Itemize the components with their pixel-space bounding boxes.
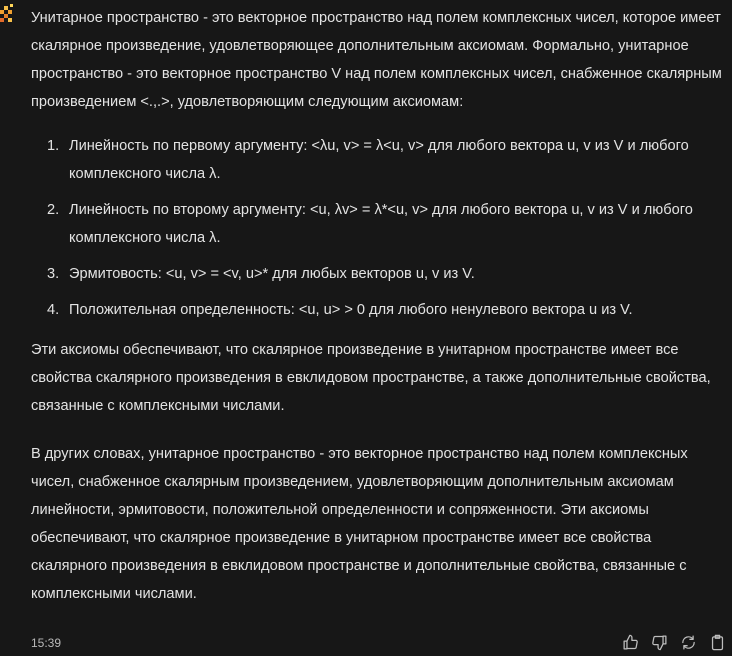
message-paragraph-2: Эти аксиомы обеспечивают, что скалярное произведение в унитарном пространстве имеет все свойства скалярного произведения в евклидовом пространстве, а также дополнительные свойства, связанные с комплексными числами. [31, 342, 711, 414]
message-timestamp: 15:39 [31, 636, 62, 650]
thumbs-up-icon [622, 634, 639, 651]
list-item-text: Линейность по первому аргументу: <λu, v> = λ<u, v> для любого вектора u, v из V и любого комплексного числа λ. [69, 138, 689, 182]
list-item [31, 260, 726, 288]
list-item [31, 196, 726, 252]
message-intro: Унитарное пространство - это векторное пространство над полем комплексных чисел, которое имеет скалярное произведение, удовлетворяющее дополнительным аксиомам. Формально, унитарное пространство - это векторное пространство V над полем комплексных чисел, снабженное скалярным произведением <.,.>, удовлетворяющим следующим аксиомам: [31, 10, 722, 110]
list-item-text: Эрмитовость: <u, v> = <v, u>* для любых векторов u, v из V. [69, 266, 475, 282]
list-item-number: 1. [47, 138, 60, 154]
list-item [31, 132, 726, 188]
list-item-number: 2. [47, 202, 60, 218]
like-button[interactable] [622, 634, 639, 651]
dislike-button[interactable] [651, 634, 668, 651]
list-item-text: Линейность по второму аргументу: <u, λv> = λ*<u, v> для любого вектора u, v из V и любого комплексного числа λ. [69, 202, 693, 246]
bot-avatar-icon [0, 4, 14, 24]
message-paragraph-3: В других словах, унитарное пространство - это векторное пространство над полем комплексных чисел, снабженное скалярным произведением, удовлетворяющим дополнительным аксиомам линейности, эрмитовости, положительной определенности и сопряженности. Эти аксиомы обеспечивают, что скалярное произведение в унитарном пространстве имеет все свойства скалярного произведения в евклидовом пространстве и дополнительные свойства, связанные с комплексными числами. [31, 446, 688, 602]
thumbs-down-icon [651, 634, 668, 651]
copy-icon [709, 634, 726, 651]
list-item-number: 4. [47, 302, 60, 318]
regenerate-button[interactable] [680, 634, 697, 651]
message-actions [622, 634, 726, 651]
list-item [31, 296, 726, 324]
regenerate-icon [680, 634, 697, 651]
axioms-list [31, 132, 726, 324]
list-item-number: 3. [47, 266, 60, 282]
copy-button[interactable] [709, 634, 726, 651]
assistant-message [31, 4, 726, 608]
list-item-text: Положительная определенность: <u, u> > 0 для любого ненулевого вектора u из V. [69, 302, 633, 318]
